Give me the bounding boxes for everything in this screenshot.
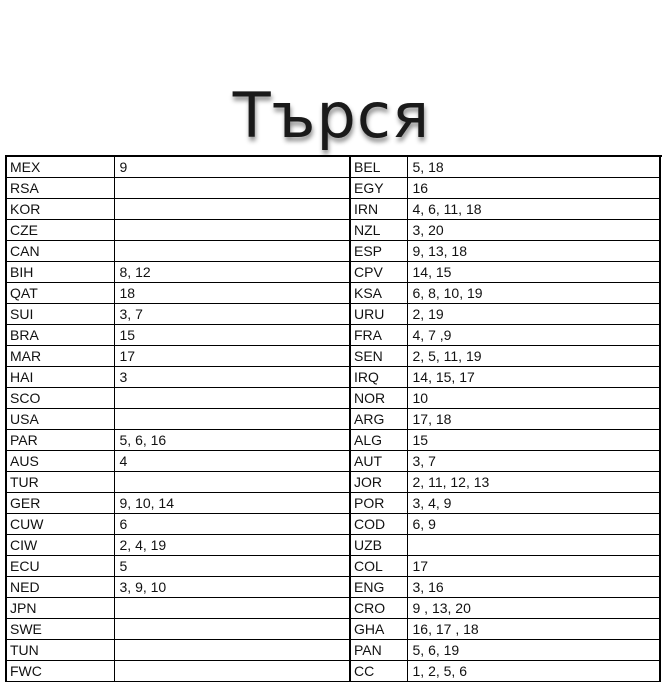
- table-row: [7, 199, 660, 220]
- right-team-code: URU: [350, 304, 407, 325]
- table-body: [7, 157, 660, 682]
- right-sticker-numbers: 3, 7: [407, 451, 660, 472]
- right-team-code: CPV: [350, 262, 407, 283]
- left-team-code: QAT: [7, 283, 114, 304]
- left-team-code: KOR: [7, 199, 114, 220]
- right-team-code: FRA: [350, 325, 407, 346]
- right-team-code: CC: [350, 661, 407, 682]
- left-team-code: RSA: [7, 178, 114, 199]
- right-team-code: ENG: [350, 577, 407, 598]
- right-team-code: KSA: [350, 283, 407, 304]
- left-team-code: CIW: [7, 535, 114, 556]
- right-sticker-numbers: 4, 6, 11, 18: [407, 199, 660, 220]
- right-sticker-numbers: 6, 8, 10, 19: [407, 283, 660, 304]
- table-row: [7, 535, 660, 556]
- left-sticker-numbers: [114, 619, 350, 640]
- right-team-code: COD: [350, 514, 407, 535]
- left-sticker-numbers: 6: [114, 514, 350, 535]
- right-sticker-numbers: 5, 18: [407, 157, 660, 178]
- right-sticker-numbers: 9, 13, 18: [407, 241, 660, 262]
- right-team-code: ALG: [350, 430, 407, 451]
- right-team-code: ARG: [350, 409, 407, 430]
- right-team-code: GHA: [350, 619, 407, 640]
- left-sticker-numbers: 9: [114, 157, 350, 178]
- table-row: [7, 640, 660, 661]
- table-row: [7, 661, 660, 682]
- left-sticker-numbers: [114, 178, 350, 199]
- right-team-code: ESP: [350, 241, 407, 262]
- right-team-code: NZL: [350, 220, 407, 241]
- table-row: [7, 325, 660, 346]
- table-row: [7, 346, 660, 367]
- right-team-code: EGY: [350, 178, 407, 199]
- left-sticker-numbers: 4: [114, 451, 350, 472]
- left-sticker-numbers: [114, 472, 350, 493]
- left-team-code: NED: [7, 577, 114, 598]
- left-sticker-numbers: [114, 598, 350, 619]
- right-sticker-numbers: 15: [407, 430, 660, 451]
- left-team-code: FWC: [7, 661, 114, 682]
- right-team-code: IRN: [350, 199, 407, 220]
- right-sticker-numbers: 10: [407, 388, 660, 409]
- right-team-code: PAN: [350, 640, 407, 661]
- right-sticker-numbers: 2, 19: [407, 304, 660, 325]
- table-row: [7, 157, 660, 178]
- left-team-code: BRA: [7, 325, 114, 346]
- table-row: [7, 619, 660, 640]
- sticker-table-container: [5, 155, 662, 682]
- table-row: [7, 241, 660, 262]
- table-row: [7, 430, 660, 451]
- left-team-code: SUI: [7, 304, 114, 325]
- right-sticker-numbers: 16: [407, 178, 660, 199]
- left-team-code: CUW: [7, 514, 114, 535]
- left-team-code: HAI: [7, 367, 114, 388]
- table-row: [7, 451, 660, 472]
- left-sticker-numbers: 18: [114, 283, 350, 304]
- right-team-code: NOR: [350, 388, 407, 409]
- left-team-code: AUS: [7, 451, 114, 472]
- table-row: [7, 409, 660, 430]
- left-sticker-numbers: [114, 409, 350, 430]
- left-sticker-numbers: 5, 6, 16: [114, 430, 350, 451]
- right-sticker-numbers: 5, 6, 19: [407, 640, 660, 661]
- table-row: [7, 556, 660, 577]
- right-team-code: IRQ: [350, 367, 407, 388]
- table-row: [7, 514, 660, 535]
- left-sticker-numbers: 15: [114, 325, 350, 346]
- left-team-code: MAR: [7, 346, 114, 367]
- left-sticker-numbers: [114, 241, 350, 262]
- table-row: [7, 304, 660, 325]
- left-sticker-numbers: 3: [114, 367, 350, 388]
- right-sticker-numbers: 14, 15, 17: [407, 367, 660, 388]
- table-row: [7, 577, 660, 598]
- right-sticker-numbers: [407, 535, 660, 556]
- right-sticker-numbers: 14, 15: [407, 262, 660, 283]
- left-sticker-numbers: [114, 661, 350, 682]
- left-sticker-numbers: 9, 10, 14: [114, 493, 350, 514]
- left-sticker-numbers: 2, 4, 19: [114, 535, 350, 556]
- left-team-code: SCO: [7, 388, 114, 409]
- left-team-code: PAR: [7, 430, 114, 451]
- left-sticker-numbers: 3, 9, 10: [114, 577, 350, 598]
- left-team-code: SWE: [7, 619, 114, 640]
- left-sticker-numbers: [114, 220, 350, 241]
- left-sticker-numbers: [114, 388, 350, 409]
- table-row: [7, 262, 660, 283]
- table-row: [7, 220, 660, 241]
- right-team-code: UZB: [350, 535, 407, 556]
- right-team-code: POR: [350, 493, 407, 514]
- left-team-code: GER: [7, 493, 114, 514]
- table-row: [7, 283, 660, 304]
- table-row: [7, 472, 660, 493]
- right-team-code: COL: [350, 556, 407, 577]
- left-team-code: CAN: [7, 241, 114, 262]
- table-row: [7, 493, 660, 514]
- right-sticker-numbers: 1, 2, 5, 6: [407, 661, 660, 682]
- table-row: [7, 178, 660, 199]
- left-team-code: JPN: [7, 598, 114, 619]
- left-team-code: BIH: [7, 262, 114, 283]
- right-sticker-numbers: 3, 16: [407, 577, 660, 598]
- right-team-code: JOR: [350, 472, 407, 493]
- right-sticker-numbers: 2, 11, 12, 13: [407, 472, 660, 493]
- left-sticker-numbers: [114, 640, 350, 661]
- table-row: [7, 598, 660, 619]
- right-sticker-numbers: 3, 4, 9: [407, 493, 660, 514]
- right-team-code: CRO: [350, 598, 407, 619]
- sticker-table: [7, 157, 661, 682]
- right-sticker-numbers: 16, 17 , 18: [407, 619, 660, 640]
- table-row: [7, 367, 660, 388]
- left-team-code: USA: [7, 409, 114, 430]
- left-sticker-numbers: 5: [114, 556, 350, 577]
- right-team-code: AUT: [350, 451, 407, 472]
- right-sticker-numbers: 2, 5, 11, 19: [407, 346, 660, 367]
- left-team-code: ECU: [7, 556, 114, 577]
- left-sticker-numbers: 3, 7: [114, 304, 350, 325]
- left-team-code: TUR: [7, 472, 114, 493]
- left-team-code: CZE: [7, 220, 114, 241]
- left-sticker-numbers: 8, 12: [114, 262, 350, 283]
- right-sticker-numbers: 6, 9: [407, 514, 660, 535]
- left-team-code: TUN: [7, 640, 114, 661]
- table-row: [7, 388, 660, 409]
- right-sticker-numbers: 17, 18: [407, 409, 660, 430]
- left-team-code: MEX: [7, 157, 114, 178]
- right-team-code: BEL: [350, 157, 407, 178]
- right-sticker-numbers: 17: [407, 556, 660, 577]
- right-sticker-numbers: 3, 20: [407, 220, 660, 241]
- page-title: Търся: [232, 78, 431, 152]
- right-sticker-numbers: 9 , 13, 20: [407, 598, 660, 619]
- left-sticker-numbers: 17: [114, 346, 350, 367]
- right-sticker-numbers: 4, 7 ,9: [407, 325, 660, 346]
- left-sticker-numbers: [114, 199, 350, 220]
- right-team-code: SEN: [350, 346, 407, 367]
